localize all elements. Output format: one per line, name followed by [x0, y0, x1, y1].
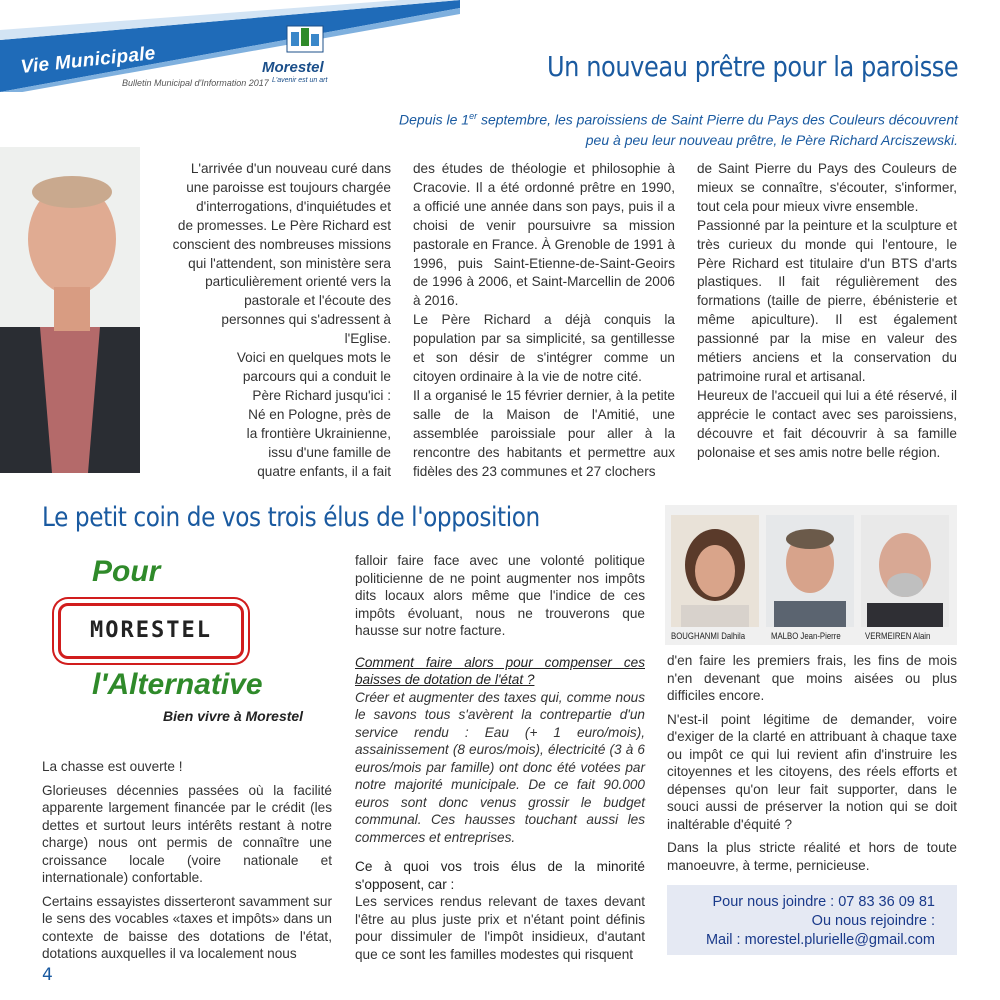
- article-intro: Depuis le 1er septembre, les paroissiens de Saint Pierre du Pays des Couleurs découvrent peu à peu leur nouveau prêtre, le Père Richard Arciszewski.: [399, 111, 958, 148]
- paragraph: Il a organisé le 15 février dernier, à la petite salle de la Maison de l'Amitié, une assemblée paroissiale pour aller à la rencontre des habitants et permettre aux fidèles des 23 communes et 27 clochers: [413, 387, 675, 479]
- priest-photo: [0, 147, 140, 473]
- official-name: VERMEIREN Alain: [865, 631, 931, 642]
- paragraph: falloir faire face avec une volonté politique politicienne de ne point augmenter nos impôts dits locaux alors même que l'indice de ces impôts évoluant, nous ne trouverons que hausse sur notre facture.: [355, 553, 645, 638]
- paragraph: La chasse est ouverte !: [42, 759, 183, 774]
- paragraph: N'est-il point légitime de demander, voire d'exiger de la clarté en attribuant à chaque taxe ou impôt ce qui lui revient afin d'instruire les citoyennes et les citoyens, des réels efforts et dépenses qu'on leur fait supporter, dans le souci aussi de préserver la notion qui se doit inaltérable d'équité ?: [667, 711, 957, 832]
- article-title-opposition: Le petit coin de vos trois élus de l'opposition: [42, 502, 540, 533]
- paragraph: Les services rendus relevant de taxes devant l'être au plus juste prix et n'étant point définis pour dissimuler de l'impôt insidieux, d'autant que ce sont les familles modestes qui risquent: [355, 894, 645, 962]
- text-line: quatre enfants, il a fait: [257, 463, 391, 479]
- article-title-priest: Un nouveau prêtre pour la paroisse: [546, 50, 958, 83]
- contact-phone: Pour nous joindre : 07 83 36 09 81: [712, 894, 935, 910]
- text-line: conscient des nombreuses missions: [172, 236, 391, 252]
- town-logo-icon: [285, 22, 325, 58]
- official-photo: [766, 515, 854, 627]
- elected-officials-photos: [665, 505, 957, 645]
- paragraph: Créer et augmenter des taxes qui, comme nous le savons tous s'avèrent la contrepartie d'un service rendu : Eau (+ 1 euro/mois), assainissement (8 euros/mois), électricité (3 à 6 euros/mois par famille) ont donc été votées par notre majorité municipale. De ce fait 90.000 euros sont donc venus grossir le budget communal. Ces hausses touchant aussi les commerces et entreprises.: [355, 689, 645, 845]
- article2-column-1: [42, 758, 332, 969]
- text-line: Né en Pologne, près de: [248, 406, 391, 422]
- text-line: particulièrement orienté vers la: [205, 274, 391, 290]
- party-logo-pour: Pour: [92, 555, 161, 588]
- page-number: 4: [42, 965, 53, 985]
- text-line: une paroisse est toujours chargée: [186, 179, 391, 195]
- article2-column-2: [355, 552, 645, 969]
- paragraph: Dans la plus stricte réalité et hors de toute manoeuvre, à terme, pernicieuse.: [667, 840, 957, 873]
- text-line: l'Eglise.: [344, 331, 391, 347]
- text-line: d'interrogations, d'inquiétudes et: [196, 198, 391, 214]
- text-line: de promesses. Le Père Richard est: [177, 217, 391, 233]
- text-line: Père Richard jusqu'ici :: [252, 387, 391, 403]
- contact-box: [667, 885, 957, 955]
- paragraph: de Saint Pierre du Pays des Couleurs de mieux se connaître, s'écouter, s'informer, tout cela pour mieux vivre ensemble.: [697, 161, 957, 214]
- article1-column-1: [145, 160, 391, 481]
- article1-column-3: [697, 160, 957, 463]
- paragraph: Certains essayistes disserteront savamment sur le sens des vocables «taxes et impôts» dans un contexte de baisse des dotations de l'état, dotations auxquelles il va localement nous: [42, 893, 332, 961]
- official-photo: [671, 515, 759, 627]
- paragraph: Heureux de l'accueil qui lui a été réservé, il apprécie le contact avec ses paroissiens, découvre et fait découvrir à sa famille polonaise et ses amis notre belle région.: [697, 387, 957, 460]
- party-logo-alternative: l'Alternative: [92, 668, 263, 701]
- paragraph: Glorieuses décennies passées où la facilité apparente largement financée par le crédit (les dettes et surtout leurs intérêts restant à notre charge) nous ont permis de connaître une croissance locale (voire nationale et internationale) confortable.: [42, 782, 332, 885]
- contact-join: Ou nous rejoindre :: [811, 913, 935, 929]
- text-line: L'arrivée d'un nouveau curé dans: [190, 161, 391, 176]
- text-line: qui l'attendent, son ministère sera: [188, 255, 391, 271]
- official-name: BOUGHANMI Dalhila: [671, 631, 746, 642]
- article2-column-3: [667, 652, 957, 880]
- party-logo-subtitle: Bien vivre à Morestel: [163, 708, 304, 724]
- text-line: personnes qui s'adressent à: [221, 312, 391, 328]
- text-line: la frontière Ukrainienne,: [246, 425, 391, 441]
- party-logo-sign: MORESTEL: [58, 603, 244, 659]
- text-line: issu d'une famille de: [268, 444, 391, 460]
- town-logo-tagline: L'avenir est un art: [272, 77, 328, 84]
- subheading: Comment faire alors pour compenser ces baisses de dotation de l'état ?: [355, 654, 645, 687]
- paragraph: Le Père Richard a déjà conquis la population par sa simplicité, sa gentillesse et son désir de s'intégrer comme un citoyen ordinaire à la vie de notre cité.: [413, 312, 675, 384]
- town-logo-name: Morestel: [262, 59, 324, 76]
- subheading: Ce à quoi vos trois élus de la minorité s'opposent, car :: [355, 859, 645, 892]
- contact-email: Mail : morestel.plurielle@gmail.com: [705, 932, 935, 948]
- official-photo: [861, 515, 949, 627]
- paragraph: Passionné par la peinture et la sculpture et très curieux du monde qui l'entoure, le Père Richard est titulaire d'un BTS d'arts plastiques. Il fait régulièrement des formations (taille de pierre, ébénisterie et même apiculture). Il est également passionné par la mise en valeur des métiers anciens et la conservation du patrimoine rural et artisanal.: [697, 217, 957, 384]
- section-tag: Vie Municipale: [19, 42, 157, 79]
- paragraph: d'en faire les premiers frais, les fins de mois n'en devenant que moins aisées ou plus difficiles encore.: [667, 653, 957, 703]
- article1-column-2: [413, 160, 675, 481]
- text-line: parcours qui a conduit le: [242, 368, 391, 384]
- text-line: Voici en quelques mots le: [236, 350, 391, 366]
- official-name: MALBO Jean-Pierre: [771, 631, 841, 642]
- bulletin-caption: Bulletin Municipal d'Information 2017: [122, 78, 269, 88]
- paragraph: des études de théologie et philosophie à Cracovie. Il a été ordonné prêtre en 1990, a officié une année dans son pays, puis il a choisi de venir poursuivre sa mission pastorale en France. À Grenoble de 1991 à 1996, puis Saint-Etienne-de-Saint-Geoirs de 1996 à 2006, et Saint-Marcellin de 2006 à 2016.: [413, 161, 675, 309]
- text-line: pastorale et l'écoute des: [244, 293, 391, 309]
